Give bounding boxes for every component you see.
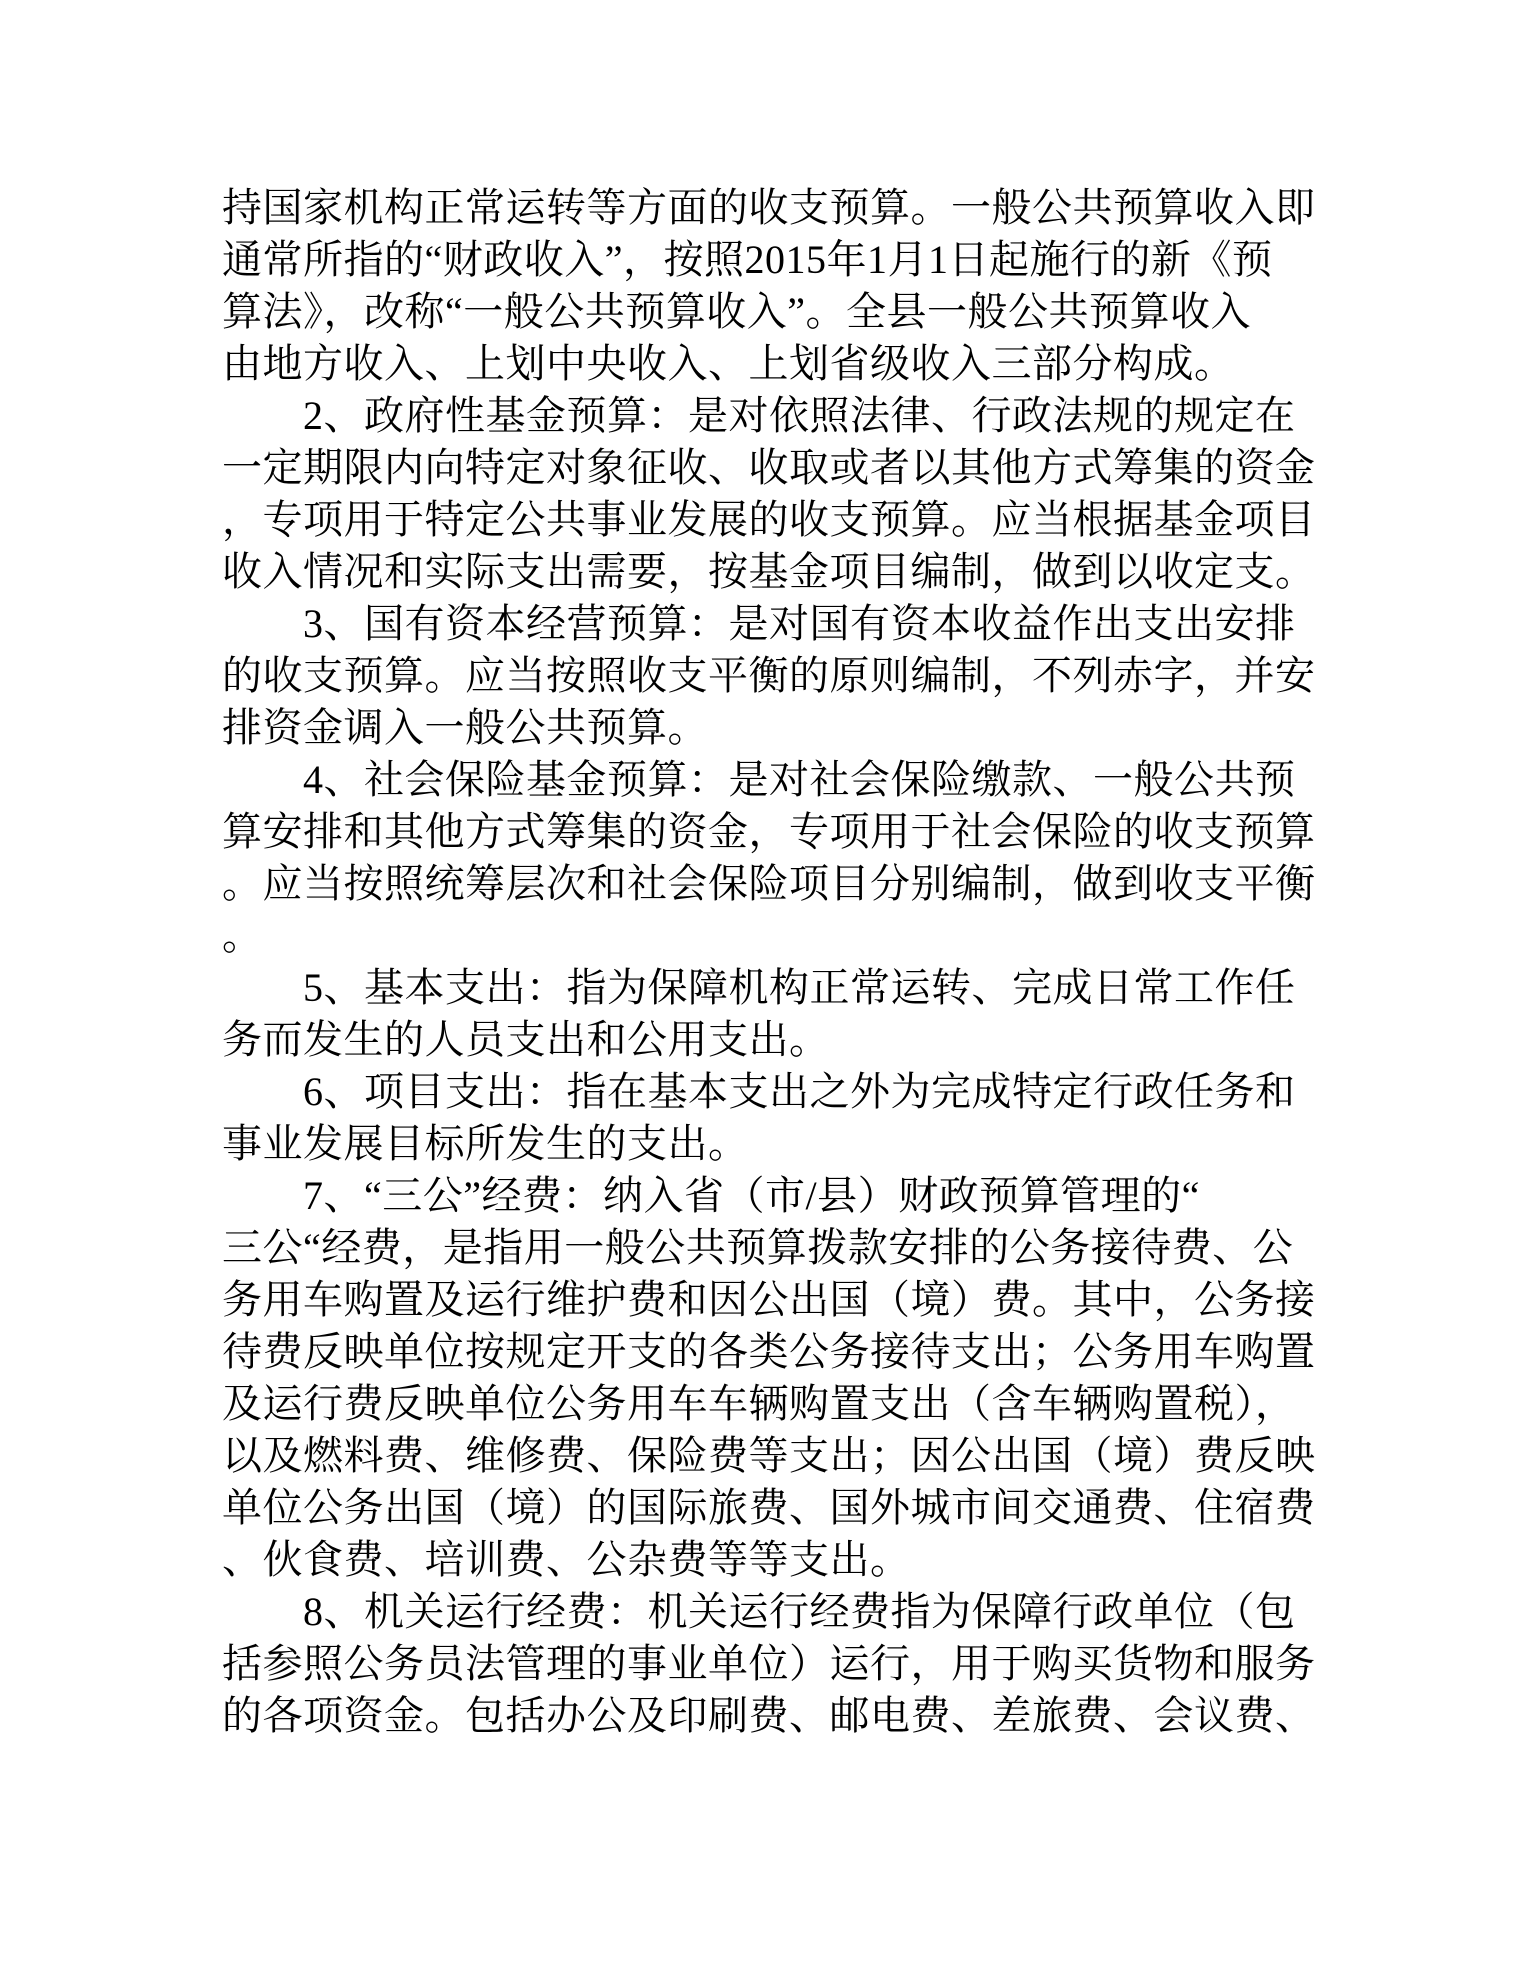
text-line: 单位公务出国（境）的国际旅费、国外城市间交通费、住宿费 bbox=[222, 1485, 1316, 1530]
text-line: 收入情况和实际支出需要，按基金项目编制，做到以收定支。 bbox=[222, 549, 1316, 594]
text-line: 通常所指的“财政收入”，按照2015年1月1日起施行的新《预 bbox=[222, 237, 1273, 282]
text-line: 算安排和其他方式筹集的资金，专项用于社会保险的收支预算 bbox=[222, 809, 1316, 854]
text-line: 5、基本支出：指为保障机构正常运转、完成日常工作任 bbox=[222, 965, 1296, 1010]
text-line: 8、机关运行经费：机关运行经费指为保障行政单位（包 bbox=[222, 1589, 1296, 1634]
text-line: 待费反映单位按规定开支的各类公务接待支出；公务用车购置 bbox=[222, 1329, 1316, 1374]
text-line: 括参照公务员法管理的事业单位）运行，用于购买货物和服务 bbox=[222, 1641, 1316, 1686]
text-line: 、伙食费、培训费、公杂费等等支出。 bbox=[222, 1537, 911, 1582]
text-line: 。应当按照统筹层次和社会保险项目分别编制，做到收支平衡 bbox=[222, 861, 1316, 906]
text-line: 以及燃料费、维修费、保险费等支出；因公出国（境）费反映 bbox=[222, 1433, 1316, 1478]
text-line: 务用车购置及运行维护费和因公出国（境）费。其中，公务接 bbox=[222, 1277, 1316, 1322]
text-line: 由地方收入、上划中央收入、上划省级收入三部分构成。 bbox=[222, 341, 1235, 386]
text-line: 排资金调入一般公共预算。 bbox=[222, 705, 708, 750]
text-line: 的各项资金。包括办公及印刷费、邮电费、差旅费、会议费、 bbox=[222, 1693, 1316, 1738]
text-line: 三公“经费，是指用一般公共预算拨款安排的公务接待费、公 bbox=[222, 1225, 1294, 1270]
text-line: 3、国有资本经营预算：是对国有资本收益作出支出安排 bbox=[222, 601, 1296, 646]
text-line: 6、项目支出：指在基本支出之外为完成特定行政任务和 bbox=[222, 1069, 1296, 1114]
text-line: ，专项用于特定公共事业发展的收支预算。应当根据基金项目 bbox=[222, 497, 1316, 542]
text-line: 算法》，改称“一般公共预算收入”。全县一般公共预算收入 bbox=[222, 289, 1252, 334]
text-line: 7、“三公”经费：纳入省（市/县）财政预算管理的“ bbox=[222, 1173, 1200, 1218]
text-line: 4、社会保险基金预算：是对社会保险缴款、一般公共预 bbox=[222, 757, 1296, 802]
text-line: 。 bbox=[222, 913, 263, 958]
text-line: 事业发展目标所发生的支出。 bbox=[222, 1121, 749, 1166]
document-body bbox=[222, 182, 1402, 1742]
text-line: 持国家机构正常运转等方面的收支预算。一般公共预算收入即 bbox=[222, 185, 1316, 230]
text-line: 一定期限内向特定对象征收、收取或者以其他方式筹集的资金 bbox=[222, 445, 1316, 490]
text-line: 的收支预算。应当按照收支平衡的原则编制，不列赤字，并安 bbox=[222, 653, 1316, 698]
text-line: 及运行费反映单位公务用车车辆购置支出（含车辆购置税）， bbox=[222, 1381, 1296, 1426]
text-line: 2、政府性基金预算：是对依照法律、行政法规的规定在 bbox=[222, 393, 1296, 438]
text-line: 务而发生的人员支出和公用支出。 bbox=[222, 1017, 830, 1062]
